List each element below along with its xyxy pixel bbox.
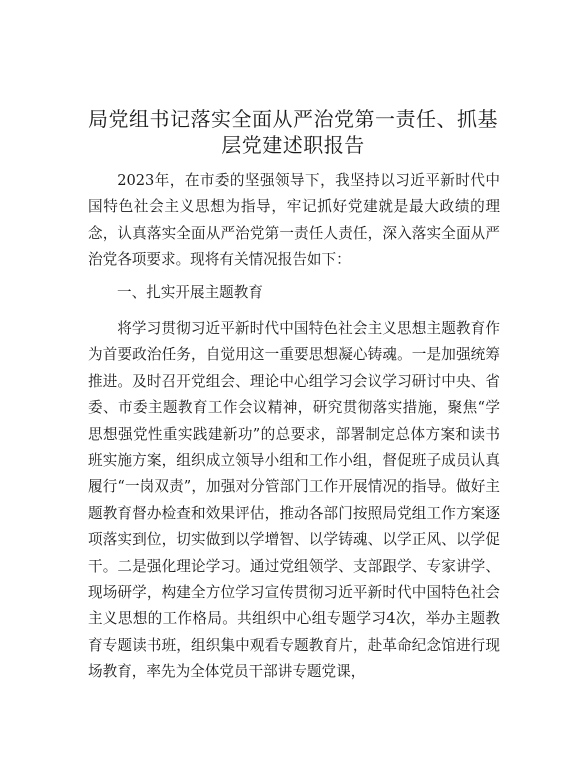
intro-paragraph: 2023年，在市委的坚强领导下，我坚持以习近平新时代中国特色社会主义思想为指导，牢记抓好党建就是最大政绩的理念，认真落实全面从严治党第一责任人责任，深入落实全面从严治党各项要求。现将有关情况报告如下： bbox=[88, 172, 500, 269]
title-line-1: 局党组书记落实全面从严治党第一责任、抓基 bbox=[88, 107, 498, 131]
section-body-paragraph: 将学习贯彻习近平新时代中国特色社会主义思想主题教育作为首要政治任务，自觉用这一重要思想凝心铸魂。一是加强统筹推进。及时召开党组会、理论中心组学习会议学习研讨中央、省委、市委主题教育工作会议精神，研究贯彻落实措施，聚焦“学思想强党性重实践建新功”的总要求，部署制定总体方案和读书班实施方案，组织成立领导小组和工作小组，督促班子成员认真履行“一岗双责”，加强对分管部门工作开展情况的指导。做好主题教育督办检查和效果评估，推动各部门按照局党组工作方案逐项落实到位，切实做到以学增智、以学铸魂、以学正风、以学促干。二是强化理论学习。通过党组领学、支部跟学、专家讲学、现场研学，构建全方位学习宣传贯彻习近平新时代中国特色社会主义思想的工作格局。共组织中心组专题学习4次，举办主题教育专题读书班，组织集中观看专题教育片，赴革命纪念馆进行现场教育，率先为全体党员干部讲专题党课， bbox=[88, 320, 500, 681]
section-heading: 一、扎实开展主题教育 bbox=[117, 284, 263, 301]
title-line-2: 层党建述职报告 bbox=[221, 133, 365, 157]
document-title bbox=[70, 106, 516, 158]
